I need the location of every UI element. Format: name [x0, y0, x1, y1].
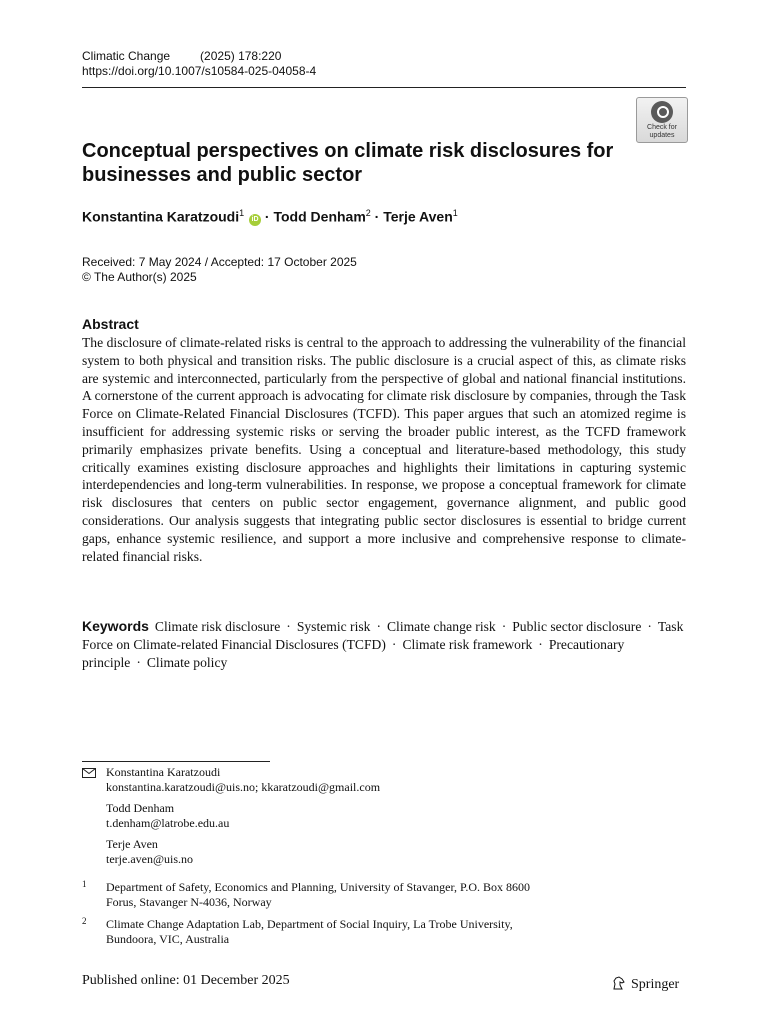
envelope-icon	[82, 768, 96, 778]
keyword-separator: ·	[376, 619, 381, 634]
keyword-separator: ·	[538, 637, 543, 652]
keyword-separator: ·	[391, 637, 397, 652]
contact-email[interactable]: t.denham@latrobe.edu.au	[106, 816, 230, 830]
badge-line-1: Check for	[647, 124, 677, 131]
author-name[interactable]: Todd Denham	[273, 208, 366, 225]
contact-name: Todd Denham	[106, 801, 175, 815]
affiliation-marker: 2	[365, 208, 371, 218]
copyright: © The Author(s) 2025	[82, 270, 197, 284]
received-accepted: Received: 7 May 2024 / Accepted: 17 October 2025	[82, 255, 357, 269]
keywords-label: Keywords	[82, 618, 149, 634]
contact-email[interactable]: konstantina.karatzoudi@uis.no; kkaratzoudi@gmail.com	[106, 780, 381, 794]
paper-title: Conceptual perspectives on climate risk disclosures for businesses and public sector	[82, 140, 614, 186]
keyword: Climate risk framework	[402, 637, 533, 652]
keyword: Task Force on Climate-related Financial Disclosures (TCFD)	[82, 619, 684, 652]
orcid-icon[interactable]: iD	[249, 214, 261, 226]
doi-link[interactable]: https://doi.org/10.1007/s10584-025-04058-4	[82, 64, 317, 78]
journal-header	[82, 49, 281, 63]
contact-email[interactable]: terje.aven@uis.no	[106, 852, 194, 866]
author-name[interactable]: Terje Aven	[383, 208, 453, 225]
contact-name: Konstantina Karatzoudi	[106, 765, 221, 779]
keyword-separator: ·	[647, 619, 652, 634]
affiliation-marker: 1	[239, 208, 245, 218]
volume-reference: (2025) 178:220	[200, 49, 282, 63]
footnote-rule	[82, 761, 270, 762]
author-name[interactable]: Konstantina Karatzoudi	[82, 208, 240, 225]
check-for-updates-icon	[651, 101, 673, 123]
keywords	[82, 617, 686, 672]
affiliation-line: Department of Safety, Economics and Planning, University of Stavanger, P.O. Box 8600	[106, 880, 531, 894]
affiliation	[106, 880, 530, 910]
publication-dates	[82, 255, 357, 285]
springer-horse-icon	[611, 975, 627, 991]
author-contact	[106, 801, 229, 831]
keyword: Precautionary principle	[82, 637, 625, 670]
corresponding-author	[106, 765, 380, 795]
publisher-logo[interactable]	[611, 975, 679, 993]
header-rule	[82, 87, 686, 88]
affiliation-line: Bundoora, VIC, Australia	[106, 932, 230, 946]
journal-name: Climatic Change	[82, 49, 171, 63]
badge-line-2: updates	[649, 132, 675, 139]
check-for-updates-badge[interactable]	[636, 97, 688, 143]
affiliation-number: 1	[82, 879, 87, 889]
author-contact	[106, 837, 193, 867]
abstract-text: The disclosure of climate-related risks is central to the approach to addressing the vulnerability of the financial system to both physical and transition risks. The public disclosure is a crucial aspect of this, as climate risks are systemic and interconnected, particularly from the perspective of global and national financial institutions. A cornerstone of the current approach is advocating for climate risk disclosure by companies, through the Task Force on Climate-Related Financial Disclosures (TCFD). This paper argues that such an atomized regime is insufficient for addressing systemic risks or serving the broader public interest, as the TCFD framework primarily emphasizes private benefits. Using a conceptual and literature-based methodology, this study critically examines existing disclosure approaches and highlights their limitations in capturing systemic interdependencies and long-term vulnerabilities. In response, we propose a conceptual framework for climate risk disclosures that centers on public sector engagement, governance alignment, and public good considerations. Our analysis suggests that integrating public sector disclosures is essential to bridge current gaps, enhance systemic resilience, and support a more inclusive and comprehensive response to climate-related financial risks.	[82, 335, 686, 564]
contact-name: Terje Aven	[106, 837, 158, 851]
keyword-separator: ·	[136, 655, 141, 670]
affiliation-line: Forus, Stavanger N-4036, Norway	[106, 895, 272, 909]
affiliation-line: Climate Change Adaptation Lab, Department of Social Inquiry, La Trobe University,	[106, 917, 513, 931]
affiliation-number: 2	[82, 916, 87, 926]
published-online: Published online: 01 December 2025	[82, 973, 290, 988]
abstract-heading: Abstract	[82, 316, 139, 332]
affiliation-marker: 1	[452, 208, 458, 218]
keyword: Climate change risk	[386, 619, 496, 634]
keyword: Climate policy	[146, 655, 228, 670]
author-list: Konstantina Karatzoudi$^1$ iD · Todd Denham$^2$ · Terje Aven$^1$	[82, 208, 458, 225]
keyword-separator: ·	[286, 619, 291, 634]
keyword: Systemic risk	[296, 619, 371, 634]
keyword: Public sector disclosure	[512, 619, 642, 634]
keyword-separator: ·	[501, 619, 507, 634]
keyword: Climate risk disclosure	[154, 619, 281, 634]
publisher-name: Springer	[631, 977, 680, 992]
affiliation	[106, 917, 513, 947]
